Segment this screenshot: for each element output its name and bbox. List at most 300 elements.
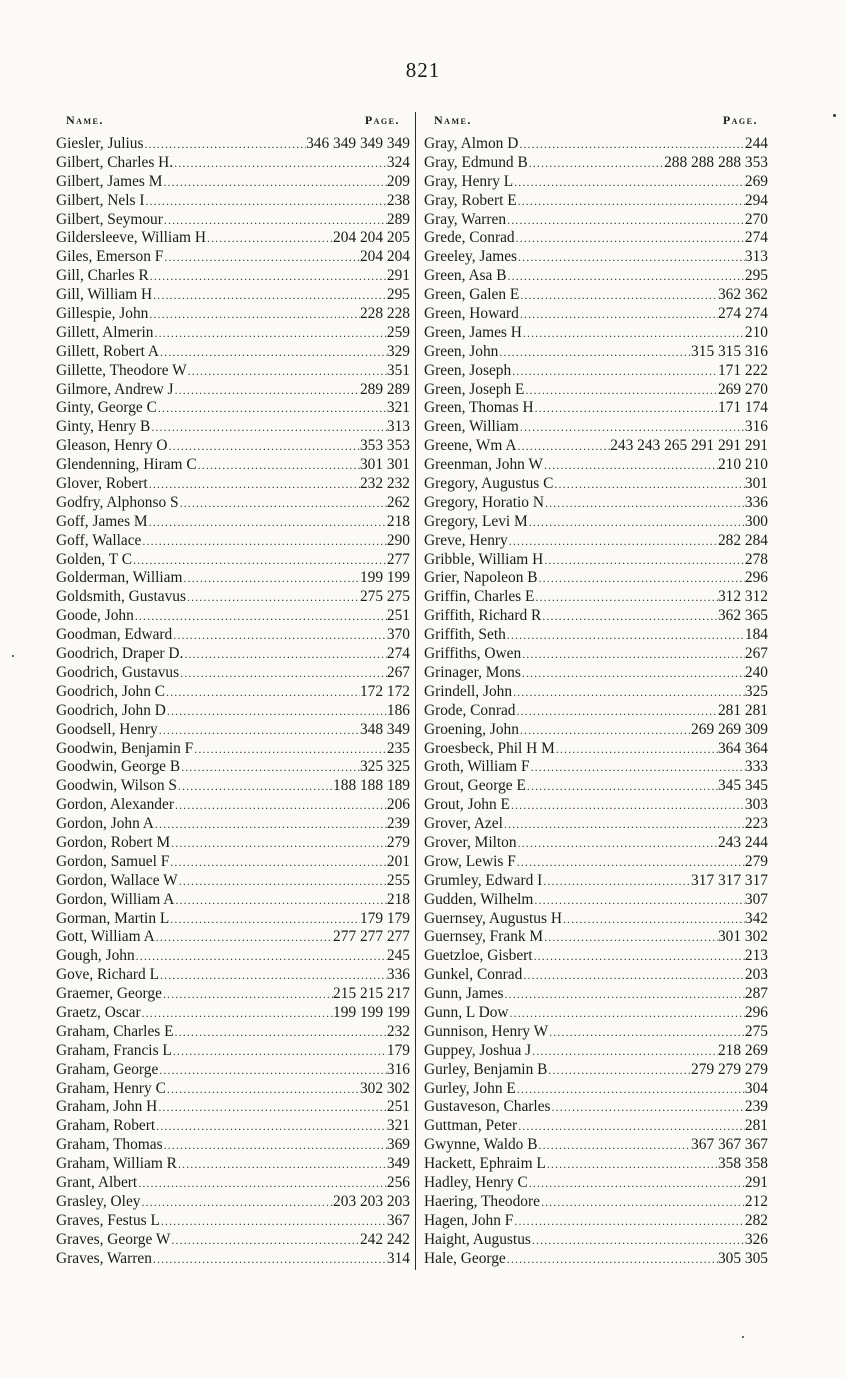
dot-leader [166, 704, 387, 719]
dot-leader [177, 779, 333, 794]
entry-name: Gunnison, Henry W [424, 1022, 549, 1040]
entry-pages: 314 [386, 1249, 410, 1267]
entry-name: Gillett, Almerin [56, 323, 154, 341]
entry-name: Goodsell, Henry [56, 720, 158, 738]
dot-leader [141, 534, 387, 549]
index-entry [424, 683, 768, 702]
dot-leader [508, 534, 718, 549]
dot-leader [158, 1063, 387, 1078]
entry-pages: 295 [744, 267, 768, 285]
dot-leader [160, 1214, 387, 1229]
index-entry [424, 381, 768, 400]
dot-leader [173, 156, 387, 171]
index-entry [424, 607, 768, 626]
dot-leader [517, 194, 745, 209]
entry-list [424, 135, 768, 1268]
entry-name: Hale, George [424, 1249, 506, 1267]
dot-leader [513, 1214, 745, 1229]
entry-pages: 279 [744, 852, 768, 870]
entry-pages: 369 [386, 1136, 410, 1154]
dot-leader [159, 968, 387, 983]
index-entry [424, 248, 768, 267]
entry-pages: 251 [386, 1098, 410, 1116]
entry-pages: 228 228 [359, 305, 410, 323]
index-entry [56, 399, 410, 418]
index-entry [56, 626, 410, 645]
index-entry [424, 891, 768, 910]
dot-leader [157, 1100, 387, 1115]
index-entry [424, 721, 768, 740]
dot-leader [163, 250, 360, 265]
entry-pages: 349 [386, 1155, 410, 1173]
index-entry [424, 853, 768, 872]
entry-pages: 232 232 [359, 475, 410, 493]
entry-name: Gildersleeve, William H [56, 229, 206, 247]
entry-pages: 315 315 316 [691, 342, 768, 360]
index-entry [424, 1155, 768, 1174]
entry-name: Graham, William R [56, 1155, 177, 1173]
entry-list [56, 135, 410, 1268]
index-entry [424, 966, 768, 985]
entry-pages: 179 179 [359, 909, 410, 927]
entry-name: Green, Galen E [424, 286, 520, 304]
entry-pages: 301 [744, 475, 768, 493]
entry-name: Gordon, John A [56, 815, 154, 833]
entry-pages: 209 [386, 172, 410, 190]
dot-leader [168, 439, 360, 454]
entry-pages: 367 [386, 1211, 410, 1229]
entry-name: Green, Joseph E [424, 380, 525, 398]
entry-pages: 336 [386, 966, 410, 984]
dot-leader [533, 949, 745, 964]
entry-name: Grede, Conrad [424, 229, 515, 247]
entry-name: Groesbeck, Phil H M [424, 739, 555, 757]
dot-leader [534, 401, 718, 416]
index-entry [424, 1098, 768, 1117]
entry-name: Graham, Robert [56, 1117, 156, 1135]
entry-pages: 346 349 349 349 [306, 135, 410, 152]
entry-pages: 278 [744, 550, 768, 568]
index-entry [56, 1212, 410, 1231]
dot-leader [143, 137, 306, 152]
entry-name: Graemer, George [56, 985, 162, 1003]
entry-name: Gray, Almon D [424, 135, 519, 152]
dot-leader [517, 250, 745, 265]
dot-leader [519, 288, 718, 303]
index-entry [56, 381, 410, 400]
index-entry [56, 721, 410, 740]
entry-pages: 324 [386, 153, 410, 171]
dot-leader [140, 1195, 333, 1210]
entry-pages: 259 [386, 323, 410, 341]
entry-pages: 296 [744, 1003, 768, 1021]
entry-name: Greene, Wm A [424, 437, 517, 455]
page-heading: Page. [364, 113, 400, 127]
entry-pages: 301 301 [359, 456, 410, 474]
dot-leader [155, 930, 333, 945]
entry-name: Goodwin, Wilson S [56, 777, 177, 795]
index-entry [56, 645, 410, 664]
dot-leader [186, 590, 360, 605]
entry-name: Godfry, Alphonso S [56, 493, 179, 511]
entry-name: Goodwin, George B [56, 758, 181, 776]
column-header [424, 113, 768, 135]
dot-leader [541, 609, 718, 624]
entry-name: Groth, William F [424, 758, 530, 776]
dot-leader [533, 893, 745, 908]
dot-leader [548, 1025, 745, 1040]
dot-leader [530, 760, 745, 775]
index-entry [56, 1250, 410, 1269]
index-entry [56, 834, 410, 853]
entry-pages: 290 [386, 531, 410, 549]
dot-leader [144, 194, 386, 209]
entry-pages: 269 [744, 172, 768, 190]
index-entry [424, 173, 768, 192]
entry-pages: 329 [386, 342, 410, 360]
entry-name: Griffiths, Owen [424, 645, 522, 663]
entry-name: Gordon, Alexander [56, 796, 174, 814]
index-entry [56, 135, 410, 154]
entry-pages: 313 [744, 248, 768, 266]
entry-name: Goodman, Edward [56, 626, 173, 644]
entry-pages: 321 [386, 399, 410, 417]
dot-leader [141, 1006, 333, 1021]
index-entry [424, 588, 768, 607]
entry-name: Grier, Napoleon B [424, 569, 538, 587]
entry-name: Gilbert, James M [56, 172, 163, 190]
index-entry [56, 494, 410, 513]
dot-leader [174, 1025, 387, 1040]
entry-name: Gribble, William H [424, 550, 544, 568]
index-entry [424, 135, 768, 154]
index-entry [424, 513, 768, 532]
index-entry [56, 1023, 410, 1042]
index-entry [56, 1098, 410, 1117]
index-entry [56, 267, 410, 286]
dot-leader [154, 817, 387, 832]
dot-leader [526, 779, 718, 794]
entry-pages: 321 [386, 1117, 410, 1135]
entry-name: Gregory, Horatio N [424, 493, 544, 511]
entry-name: Golden, T C [56, 550, 132, 568]
entry-name: Graves, George W [56, 1230, 171, 1248]
entry-pages: 262 [386, 493, 410, 511]
dot-leader [562, 912, 745, 927]
index-entry [56, 551, 410, 570]
entry-name: Graham, Francis L [56, 1041, 172, 1059]
entry-pages: 279 279 279 [691, 1060, 768, 1078]
entry-pages: 186 [386, 701, 410, 719]
entry-name: Gustaveson, Charles [424, 1098, 551, 1116]
index-entry [424, 1231, 768, 1250]
entry-name: Grasley, Oley [56, 1192, 141, 1210]
dot-leader [516, 855, 745, 870]
entry-pages: 232 [386, 1022, 410, 1040]
entry-name: Gordon, Samuel F [56, 852, 170, 870]
entry-pages: 179 [386, 1041, 410, 1059]
dot-leader [148, 477, 360, 492]
entry-name: Green, Joseph [424, 361, 512, 379]
index-entry [56, 853, 410, 872]
dot-leader [509, 1006, 745, 1021]
dot-leader [524, 383, 718, 398]
index-entry [424, 229, 768, 248]
entry-name: Gunn, James [424, 985, 504, 1003]
entry-name: Gilbert, Charles H. [56, 153, 174, 171]
entry-name: Gray, Robert E [424, 191, 517, 209]
index-entry [424, 1042, 768, 1061]
dot-leader [543, 458, 718, 473]
entry-name: Grinager, Mons [424, 663, 521, 681]
dot-leader [134, 609, 387, 624]
dot-leader [528, 156, 664, 171]
index-entry [56, 683, 410, 702]
dot-leader [193, 742, 387, 757]
entry-pages: 223 [744, 815, 768, 833]
dot-leader [174, 383, 360, 398]
index-entry [424, 758, 768, 777]
entry-name: Grout, George E [424, 777, 526, 795]
index-entry [424, 664, 768, 683]
index-entry [56, 796, 410, 815]
index-entry [56, 985, 410, 1004]
dot-leader [166, 1082, 360, 1097]
entry-name: Goff, Wallace [56, 531, 142, 549]
entry-name: Gregory, Augustus C [424, 475, 554, 493]
dot-leader [521, 666, 745, 681]
dot-leader [170, 1233, 360, 1248]
entry-name: Green, Asa B [424, 267, 507, 285]
entry-pages: 184 [744, 626, 768, 644]
index-entry [424, 645, 768, 664]
entry-name: Gordon, Robert M [56, 833, 171, 851]
index-entry [56, 947, 410, 966]
index-entry [424, 532, 768, 551]
index-entry [424, 211, 768, 230]
entry-pages: 239 [744, 1098, 768, 1116]
entry-pages: 270 [744, 210, 768, 228]
entry-pages: 203 [744, 966, 768, 984]
entry-pages: 267 [744, 645, 768, 663]
index-entry [424, 1193, 768, 1212]
dot-leader [174, 798, 387, 813]
entry-pages: 204 204 205 [333, 229, 410, 247]
dot-leader [149, 269, 387, 284]
index-entry [56, 1080, 410, 1099]
entry-name: Glover, Robert [56, 475, 148, 493]
entry-pages: 218 269 [717, 1041, 768, 1059]
index-entry [424, 305, 768, 324]
entry-pages: 239 [386, 815, 410, 833]
dot-leader [515, 231, 745, 246]
entry-pages: 274 274 [717, 305, 768, 323]
index-entry [424, 1136, 768, 1155]
entry-name: Guetzloe, Gisbert [424, 947, 533, 965]
entry-name: Goodrich, John D [56, 701, 166, 719]
entry-pages: 325 325 [359, 758, 410, 776]
dot-leader [179, 666, 387, 681]
entry-pages: 215 215 217 [333, 985, 410, 1003]
column-header [56, 113, 410, 135]
dot-leader [546, 1157, 718, 1172]
entry-name: Hadley, Henry C [424, 1173, 528, 1191]
index-entry [56, 588, 410, 607]
dot-leader [537, 1138, 691, 1153]
index-entry [424, 1023, 768, 1042]
dot-leader [163, 213, 387, 228]
entry-pages: 204 204 [359, 248, 410, 266]
dot-leader [178, 874, 387, 889]
entry-name: Guernsey, Frank M [424, 928, 544, 946]
entry-pages: 362 362 [717, 286, 768, 304]
entry-name: Gordon, Wallace W [56, 871, 178, 889]
index-entry [424, 418, 768, 437]
entry-name: Gunkel, Conrad [424, 966, 523, 984]
entry-pages: 291 [744, 1173, 768, 1191]
entry-name: Goldsmith, Gustavus [56, 588, 186, 606]
entry-pages: 316 [386, 1060, 410, 1078]
page-heading: Page. [722, 113, 758, 127]
entry-name: Greeley, James [424, 248, 518, 266]
entry-name: Green, Howard [424, 305, 519, 323]
dot-leader [511, 364, 718, 379]
entry-pages: 353 353 [359, 437, 410, 455]
dot-leader [153, 326, 386, 341]
entry-pages: 243 243 265 291 291 291 [610, 437, 768, 455]
index-entry [424, 569, 768, 588]
entry-name: Green, Thomas H [424, 399, 534, 417]
index-entry [56, 664, 410, 683]
index-entry [56, 1042, 410, 1061]
entry-name: Gunn, L Dow [424, 1003, 509, 1021]
dot-leader [517, 836, 718, 851]
entry-name: Gwynne, Waldo B [424, 1136, 538, 1154]
entry-name: Guppey, Joshua J [424, 1041, 532, 1059]
entry-name: Gleason, Henry O [56, 437, 168, 455]
entry-name: Grover, Milton [424, 833, 517, 851]
entry-pages: 243 244 [717, 833, 768, 851]
entry-pages: 302 302 [359, 1079, 410, 1097]
entry-pages: 317 317 317 [691, 871, 768, 889]
dot-leader [553, 477, 745, 492]
entry-pages: 333 [744, 758, 768, 776]
dot-leader [135, 949, 387, 964]
index-entry [56, 1231, 410, 1250]
entry-name: Greve, Henry [424, 531, 508, 549]
column-divider [415, 112, 416, 1270]
index-entry [56, 513, 410, 532]
entry-pages: 294 [744, 191, 768, 209]
entry-pages: 364 364 [717, 739, 768, 757]
entry-pages: 212 [744, 1192, 768, 1210]
index-entry [424, 626, 768, 645]
index-entry [56, 815, 410, 834]
dot-leader [169, 855, 387, 870]
entry-name: Greenman, John W [424, 456, 543, 474]
index-entry [56, 607, 410, 626]
index-column-left [56, 113, 410, 1268]
entry-pages: 295 [386, 286, 410, 304]
entry-name: Grover, Azel [424, 815, 503, 833]
entry-pages: 201 [386, 852, 410, 870]
dot-leader [177, 1157, 387, 1172]
entry-pages: 307 [744, 890, 768, 908]
entry-name: Grout, John E [424, 796, 510, 814]
entry-name: Haering, Theodore [424, 1192, 540, 1210]
entry-pages: 287 [744, 985, 768, 1003]
dot-leader [555, 742, 718, 757]
entry-pages: 242 242 [359, 1230, 410, 1248]
entry-pages: 279 [386, 833, 410, 851]
index-entry [56, 1061, 410, 1080]
index-entry [424, 947, 768, 966]
entry-name: Goodwin, Benjamin F [56, 739, 194, 757]
entry-pages: 288 288 288 353 [664, 153, 768, 171]
dot-leader [169, 912, 360, 927]
index-entry [424, 1061, 768, 1080]
entry-pages: 300 [744, 512, 768, 530]
entry-pages: 325 [744, 682, 768, 700]
entry-name: Gillett, Robert A [56, 342, 160, 360]
entry-pages: 282 [744, 1211, 768, 1229]
dot-leader [137, 1176, 387, 1191]
index-entry [424, 777, 768, 796]
index-entry [56, 758, 410, 777]
dot-leader [528, 515, 745, 530]
index-entry [424, 494, 768, 513]
dot-leader [180, 760, 360, 775]
dot-leader [182, 571, 360, 586]
entry-pages: 345 345 [717, 777, 768, 795]
dot-leader [547, 1063, 691, 1078]
dot-leader [534, 590, 718, 605]
entry-name: Green, William [424, 418, 519, 436]
entry-pages: 277 [386, 550, 410, 568]
index-entry [424, 910, 768, 929]
entry-name: Hagen, John F [424, 1211, 514, 1229]
entry-pages: 326 [744, 1230, 768, 1248]
dot-leader [543, 930, 718, 945]
dot-leader [510, 798, 745, 813]
index-entry [56, 305, 410, 324]
dot-leader [522, 968, 745, 983]
dot-leader [519, 420, 745, 435]
entry-pages: 269 270 [717, 380, 768, 398]
entry-pages: 296 [744, 569, 768, 587]
entry-name: Hackett, Ephraim L [424, 1155, 546, 1173]
entry-name: Gott, William A [56, 928, 155, 946]
dot-leader [132, 553, 387, 568]
index-entry [56, 229, 410, 248]
entry-pages: 342 [744, 909, 768, 927]
index-entry [424, 399, 768, 418]
dot-leader [522, 326, 745, 341]
entry-name: Gillespie, John [56, 305, 149, 323]
entry-name: Graetz, Oscar [56, 1003, 141, 1021]
dot-leader [528, 1176, 745, 1191]
entry-pages: 244 [744, 135, 768, 152]
entry-name: Goodrich, Draper D. [56, 645, 184, 663]
index-entry [56, 192, 410, 211]
index-entry [56, 456, 410, 475]
ink-speck [833, 114, 836, 117]
index-entry [424, 551, 768, 570]
entry-pages: 267 [386, 663, 410, 681]
index-entry [56, 740, 410, 759]
index-entry [56, 211, 410, 230]
index-entry [424, 1174, 768, 1193]
